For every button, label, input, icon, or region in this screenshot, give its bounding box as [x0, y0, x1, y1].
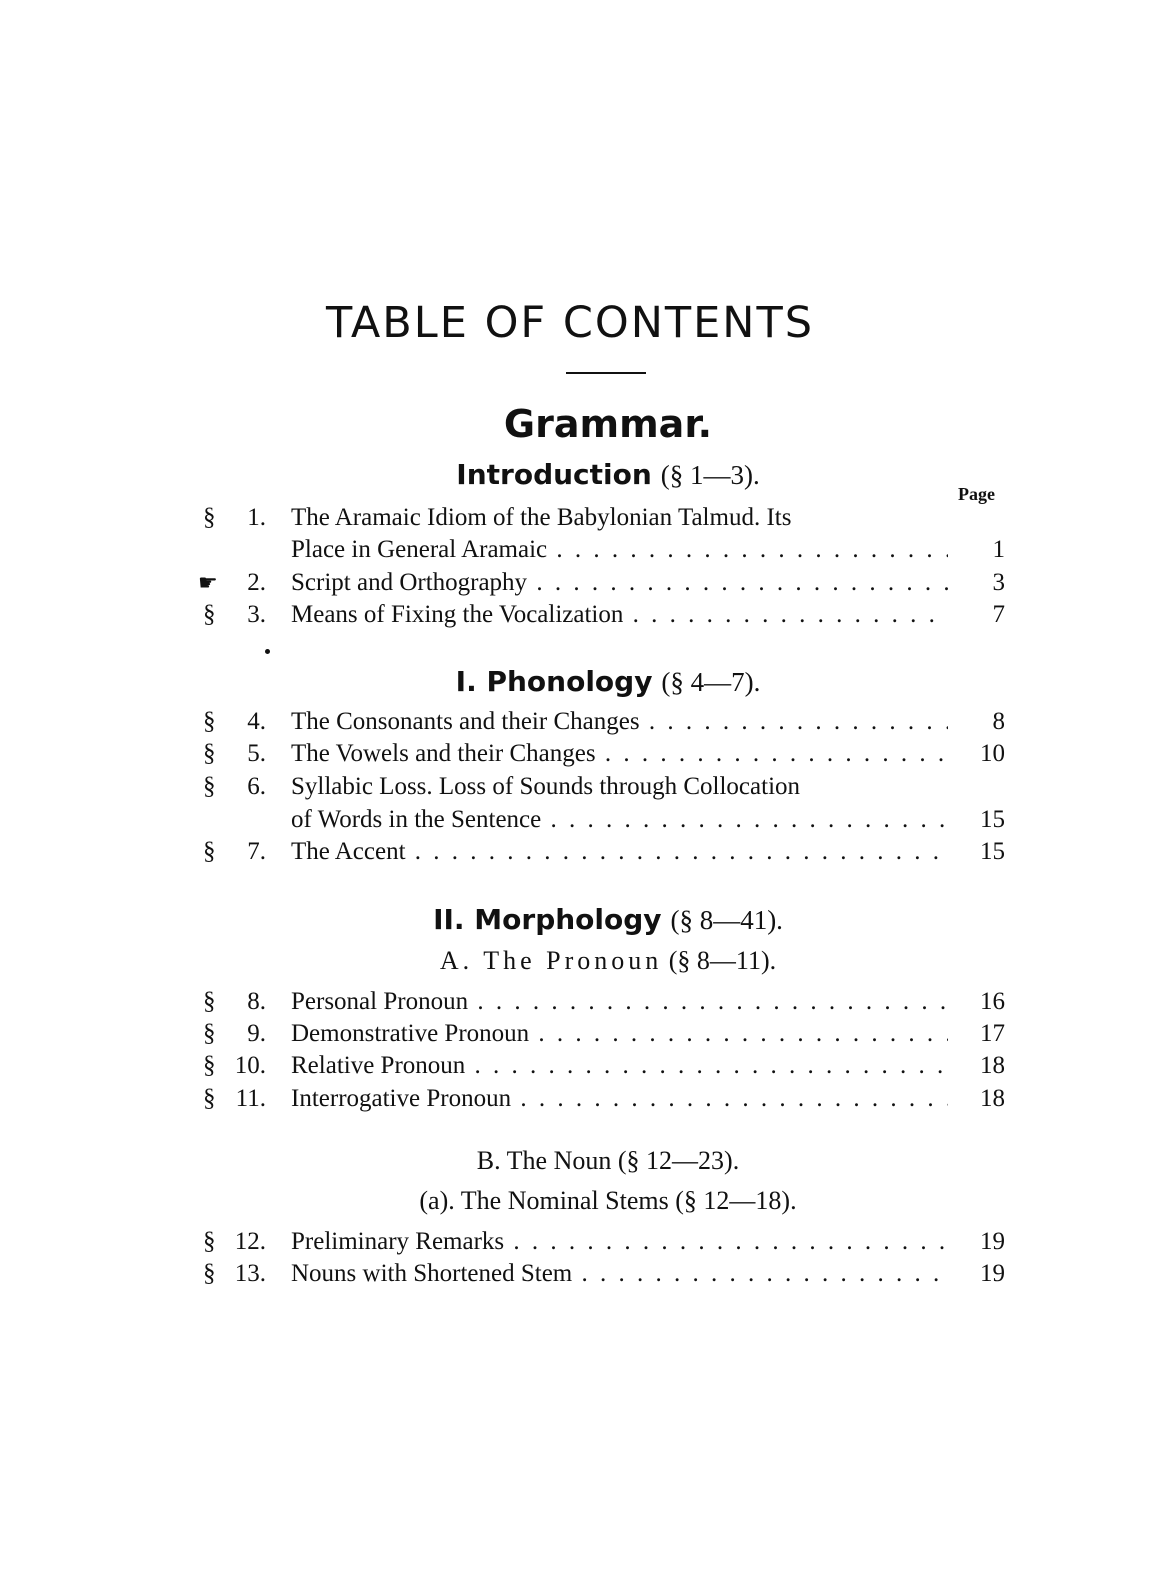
section-symbol: §: [203, 740, 216, 767]
entry-page: 10: [980, 740, 1005, 767]
subheading-noun: [0, 1146, 1163, 1176]
section-heading-range: (§ 4—7).: [661, 667, 761, 697]
part-title: Grammar.: [503, 402, 713, 446]
entry-page: 19: [980, 1228, 1005, 1255]
entry-number: 6.: [247, 773, 266, 800]
ink-dot: [265, 649, 270, 654]
toc-entry-10[interactable]: [0, 1052, 1163, 1084]
section-heading-label: I. Phonology: [455, 665, 653, 698]
entry-number: 5.: [247, 740, 266, 767]
entry-page: 7: [992, 601, 1005, 628]
entry-title: Personal Pronoun . . .: [291, 988, 948, 1016]
toc-entry-5[interactable]: [0, 740, 1163, 772]
toc-entry-8[interactable]: [0, 988, 1163, 1020]
toc-entry-13[interactable]: [0, 1260, 1163, 1292]
subheading-pronoun: [0, 946, 1163, 976]
section-symbol: §: [203, 1020, 216, 1047]
section-heading-label: Introduction: [456, 458, 652, 491]
entry-title: Relative Pronoun . . .: [291, 1052, 948, 1080]
entry-page: 18: [980, 1085, 1005, 1112]
section-symbol: §: [203, 1260, 216, 1287]
toc-entry-3[interactable]: [0, 601, 1163, 633]
section-symbol: §: [203, 1052, 216, 1079]
section-symbol: §: [203, 1228, 216, 1255]
title-divider: [566, 372, 646, 374]
toc-entry-7[interactable]: [0, 838, 1163, 870]
section-symbol: §: [203, 838, 216, 865]
entry-page: 17: [980, 1020, 1005, 1047]
entry-title: Script and Orthography . . .: [291, 569, 948, 597]
section-heading-label: II. Morphology: [433, 903, 662, 936]
entry-title-continued: Place in General Aramaic . . .: [291, 536, 948, 564]
section-symbol: §: [203, 504, 216, 531]
subheading-label: A. The Pronoun: [439, 946, 663, 975]
entry-number: 13.: [234, 1260, 266, 1287]
entry-title: The Accent . . .: [291, 838, 948, 866]
toc-entry-1-continued[interactable]: [0, 536, 1163, 568]
entry-title: Syllabic Loss. Loss of Sounds through Collocation: [291, 773, 801, 800]
pointing-hand-icon: ☛: [198, 570, 218, 595]
toc-entry-11[interactable]: [0, 1085, 1163, 1117]
subheading-nominal-stems: [0, 1186, 1163, 1216]
toc-entry-4[interactable]: [0, 708, 1163, 740]
page-column-label: Page: [958, 484, 995, 504]
entry-page: 19: [980, 1260, 1005, 1287]
entry-title: The Vowels and their Changes . . .: [291, 740, 948, 768]
subheading-range: (§ 12—18).: [675, 1186, 797, 1215]
section-symbol: §: [203, 773, 216, 800]
toc-entry-6[interactable]: [0, 773, 1163, 805]
section-symbol: §: [203, 988, 216, 1015]
section-heading-morphology: [0, 903, 1163, 936]
entry-number: 2.: [247, 569, 266, 596]
entry-title: Preliminary Remarks . . .: [291, 1228, 948, 1256]
section-heading-range: (§ 1—3).: [660, 460, 760, 490]
entry-title: The Consonants and their Changes . . .: [291, 708, 948, 736]
entry-title: Interrogative Pronoun . . .: [291, 1085, 948, 1113]
entry-title: Means of Fixing the Vocalization . . .: [291, 601, 948, 629]
toc-entry-12[interactable]: [0, 1228, 1163, 1260]
entry-title: Demonstrative Pronoun . . .: [291, 1020, 948, 1048]
subheading-range: (§ 8—11).: [668, 946, 777, 975]
entry-number: 7.: [247, 838, 266, 865]
section-heading-range: (§ 8—41).: [670, 905, 783, 935]
entry-number: 8.: [247, 988, 266, 1015]
section-symbol: §: [203, 601, 216, 628]
entry-number: 12.: [234, 1228, 266, 1255]
subheading-label: (a). The Nominal Stems: [419, 1186, 669, 1215]
entry-number: 3.: [247, 601, 266, 628]
entry-title: The Aramaic Idiom of the Babylonian Talmud. Its: [291, 504, 792, 531]
entry-number: 11.: [235, 1085, 266, 1112]
toc-entry-9[interactable]: [0, 1020, 1163, 1052]
entry-number: 10.: [234, 1052, 266, 1079]
entry-page: 3: [992, 569, 1005, 596]
entry-page: 8: [992, 708, 1005, 735]
entry-title-continued: of Words in the Sentence . . .: [291, 806, 948, 834]
entry-page: 16: [980, 988, 1005, 1015]
entry-title: Nouns with Shortened Stem . . .: [291, 1260, 948, 1288]
entry-number: 9.: [247, 1020, 266, 1047]
entry-page: 1: [992, 536, 1005, 563]
entry-number: 1.: [247, 504, 266, 531]
toc-entry-6-continued[interactable]: [0, 806, 1163, 838]
section-symbol: §: [203, 708, 216, 735]
entry-number: 4.: [247, 708, 266, 735]
toc-entry-1[interactable]: [0, 504, 1163, 536]
entry-page: 15: [980, 838, 1005, 865]
page-title: TABLE OF CONTENTS: [325, 298, 815, 348]
subheading-range: (§ 12—23).: [617, 1146, 740, 1175]
section-symbol: §: [203, 1085, 216, 1112]
subheading-label: B. The Noun: [476, 1146, 612, 1175]
toc-entry-2[interactable]: [0, 569, 1163, 601]
entry-page: 18: [980, 1052, 1005, 1079]
entry-page: 15: [980, 806, 1005, 833]
section-heading-phonology: [0, 665, 1163, 698]
